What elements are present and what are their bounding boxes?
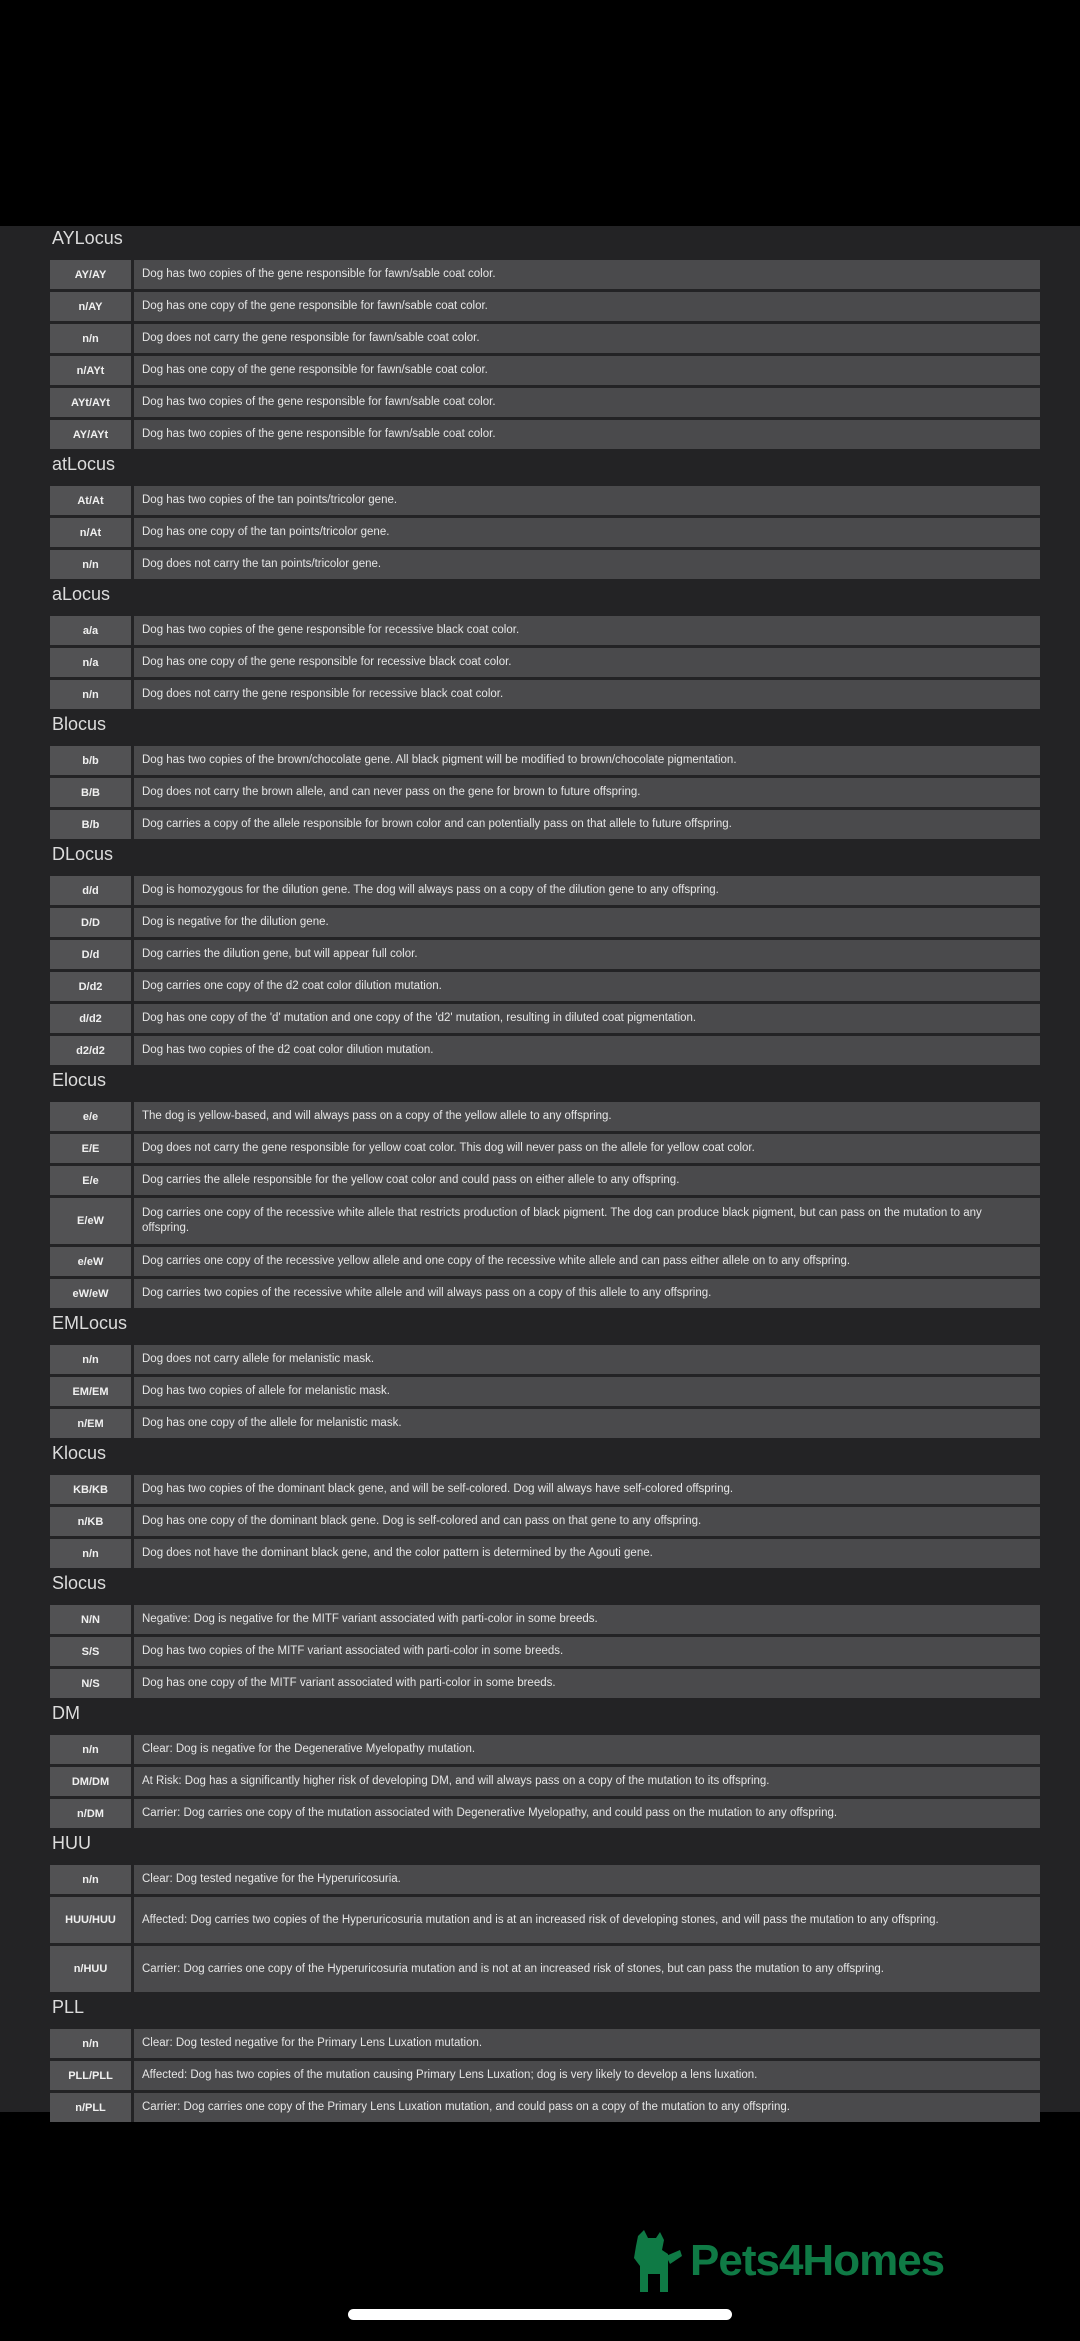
- table-row: [50, 778, 1040, 807]
- genotype-description: Dog has two copies of the gene responsible for recessive black coat color.: [142, 624, 520, 636]
- table-row: [50, 1897, 1040, 1943]
- genotype-description: Dog carries one copy of the recessive yellow allele and one copy of the recessive white allele and can pass either allele on to any offspring.: [142, 1255, 851, 1267]
- genotype-description: Dog does not carry the gene responsible for fawn/sable coat color.: [142, 332, 480, 344]
- genotype-description: Clear: Dog tested negative for the Primary Lens Luxation mutation.: [142, 2037, 483, 2049]
- section-title: atLocus: [52, 454, 116, 474]
- genotype-description: Dog carries one copy of the d2 coat color dilution mutation.: [142, 980, 442, 992]
- table-row: [50, 1134, 1040, 1163]
- genotype-description: Dog has one copy of the gene responsible for fawn/sable coat color.: [142, 300, 488, 312]
- genotype-description: Dog has one copy of the MITF variant associated with parti-color in some breeds.: [142, 1677, 556, 1689]
- genotype-description: Dog does not have the dominant black gene, and the color pattern is determined by the Agouti gene.: [142, 1547, 653, 1559]
- home-indicator[interactable]: [348, 2309, 732, 2320]
- genotype-code: N/S: [50, 1669, 134, 1698]
- section-title: HUU: [52, 1833, 91, 1853]
- table-row: [50, 486, 1040, 515]
- genotype-code: KB/KB: [50, 1475, 134, 1504]
- table-row: [50, 1637, 1040, 1666]
- table-row: [50, 1767, 1040, 1796]
- genotype-code: E/eW: [50, 1198, 134, 1244]
- genotype-description: Dog has one copy of the allele for melanistic mask.: [142, 1417, 402, 1429]
- genotype-description: Dog has one copy of the 'd' mutation and one copy of the 'd2' mutation, resulting in diluted coat pigmentation.: [142, 1012, 697, 1024]
- genotype-description: Clear: Dog is negative for the Degenerative Myelopathy mutation.: [142, 1743, 476, 1755]
- genotype-description: Dog carries the allele responsible for the yellow coat color and could pass on either allele to any offspring.: [142, 1174, 680, 1186]
- genotype-description: Dog is negative for the dilution gene.: [142, 916, 329, 928]
- genotype-code: n/AY: [50, 292, 134, 321]
- genotype-description: Dog has two copies of the tan points/tricolor gene.: [142, 494, 398, 506]
- genotype-code: At/At: [50, 486, 134, 515]
- genotype-description: Dog has two copies of the dominant black gene, and will be self-colored. Dog will always have self-colored offspring.: [142, 1483, 734, 1495]
- table-row: [50, 1198, 1040, 1244]
- genotype-description: Carrier: Dog carries one copy of the Hyperuricosuria mutation and is not at an increased risk of stones, but can pass the mutation to any offspring.: [142, 1962, 884, 1975]
- genotype-description: Dog has two copies of the d2 coat color dilution mutation.: [142, 1044, 434, 1056]
- genotype-description: Dog has one copy of the tan points/tricolor gene.: [142, 526, 390, 538]
- genotype-description: Dog does not carry the brown allele, and can never pass on the gene for brown to future offspring.: [142, 786, 641, 798]
- genotype-code: e/eW: [50, 1247, 134, 1276]
- table-row: [50, 940, 1040, 969]
- genotype-description: Dog carries the dilution gene, but will appear full color.: [142, 948, 418, 960]
- genotype-code: n/n: [50, 1345, 134, 1374]
- section-title: DLocus: [52, 844, 114, 864]
- genotype-description: Dog has one copy of the dominant black gene. Dog is self-colored and can pass on that gene to any offspring.: [142, 1515, 702, 1527]
- genotype-code: EM/EM: [50, 1377, 134, 1406]
- table-row: [50, 1475, 1040, 1504]
- genotype-description: Clear: Dog tested negative for the Hyperuricosuria.: [142, 1873, 401, 1885]
- section-title: Klocus: [52, 1443, 107, 1463]
- section-title: EMLocus: [52, 1313, 128, 1333]
- table-row: [50, 2061, 1040, 2090]
- table-row: [50, 648, 1040, 677]
- table-row: [50, 420, 1040, 449]
- section-title: AYLocus: [52, 228, 123, 248]
- genotype-code: D/D: [50, 908, 134, 937]
- genotype-description: Dog carries a copy of the allele responsible for brown color and can potentially pass on that allele to future offspring.: [142, 818, 732, 830]
- table-row: [50, 1247, 1040, 1276]
- table-row: [50, 908, 1040, 937]
- table-row: [50, 1669, 1040, 1698]
- table-row: [50, 1377, 1040, 1406]
- genotype-code: n/At: [50, 518, 134, 547]
- table-row: [50, 1166, 1040, 1195]
- genotype-description: Dog does not carry the tan points/tricolor gene.: [142, 558, 382, 570]
- table-row: [50, 550, 1040, 579]
- genotype-description: Dog does not carry allele for melanistic mask.: [142, 1353, 375, 1365]
- table-row: [50, 1409, 1040, 1438]
- table-row: [50, 616, 1040, 645]
- table-row: [50, 324, 1040, 353]
- genotype-description: Dog carries one copy of the recessive white allele that restricts production of black pigment. The dog can produce black pigment, but can pass on the mutation to any offspring.: [142, 1207, 982, 1234]
- section-title: Blocus: [52, 714, 107, 734]
- genotype-code: E/E: [50, 1134, 134, 1163]
- genotype-code: n/KB: [50, 1507, 134, 1536]
- brand-name: Pets4Homes: [690, 2236, 945, 2285]
- genotype-description: Dog has one copy of the gene responsible for recessive black coat color.: [142, 656, 512, 668]
- genotype-description: Dog has two copies of the brown/chocolate gene. All black pigment will be modified to brown/chocolate pigmentation.: [142, 754, 737, 766]
- genotype-code: AYt/AYt: [50, 388, 134, 417]
- genotype-code: n/n: [50, 550, 134, 579]
- table-row: [50, 1507, 1040, 1536]
- genotype-code: N/N: [50, 1605, 134, 1634]
- genotype-code: n/n: [50, 324, 134, 353]
- table-row: [50, 746, 1040, 775]
- genotype-description: Dog has two copies of allele for melanistic mask.: [142, 1385, 390, 1397]
- genotype-code: B/b: [50, 810, 134, 839]
- genotype-description: Dog is homozygous for the dilution gene. The dog will always pass on a copy of the dilution gene to any offspring.: [142, 884, 719, 896]
- table-row: [50, 356, 1040, 385]
- section-title: Slocus: [52, 1573, 107, 1593]
- genotype-description: Affected: Dog has two copies of the mutation causing Primary Lens Luxation; dog is very likely to develop a lens luxation.: [142, 2069, 758, 2081]
- genotype-code: d/d2: [50, 1004, 134, 1033]
- table-row: [50, 1102, 1040, 1131]
- table-row: [50, 1865, 1040, 1894]
- genotype-description: Dog has two copies of the MITF variant associated with parti-color in some breeds.: [142, 1645, 564, 1657]
- table-row: [50, 2029, 1040, 2058]
- genotype-description: At Risk: Dog has a significantly higher risk of developing DM, and will always pass on a copy of the mutation to its offspring.: [142, 1775, 770, 1787]
- genotype-code: b/b: [50, 746, 134, 775]
- table-row: [50, 292, 1040, 321]
- genotype-code: e/e: [50, 1102, 134, 1131]
- section-title: PLL: [52, 1997, 85, 2017]
- genotype-code: E/e: [50, 1166, 134, 1195]
- section-title: Elocus: [52, 1070, 107, 1090]
- table-row: [50, 1004, 1040, 1033]
- genotype-description: Affected: Dog carries two copies of the Hyperuricosuria mutation and is at an increased risk of developing stones, and will pass the mutation to any offspring.: [142, 1913, 939, 1926]
- genotype-code: d2/d2: [50, 1036, 134, 1065]
- table-row: [50, 1799, 1040, 1828]
- genotype-description: The dog is yellow-based, and will always pass on a copy of the yellow allele to any offspring.: [142, 1110, 612, 1122]
- genotype-code: d/d: [50, 876, 134, 905]
- genotype-description: Negative: Dog is negative for the MITF variant associated with parti-color in some breeds.: [142, 1613, 598, 1625]
- table-row: [50, 1279, 1040, 1308]
- genotype-code: AY/AY: [50, 260, 134, 289]
- genotype-description: Dog has one copy of the gene responsible for fawn/sable coat color.: [142, 364, 488, 376]
- genotype-code: n/n: [50, 1539, 134, 1568]
- genotype-code: D/d: [50, 940, 134, 969]
- genotype-code: n/AYt: [50, 356, 134, 385]
- section-title: aLocus: [52, 584, 111, 604]
- genotype-code: n/HUU: [50, 1946, 134, 1992]
- genotype-code: n/n: [50, 1735, 134, 1764]
- genotype-code: B/B: [50, 778, 134, 807]
- genotype-description: Dog carries two copies of the recessive white allele and will always pass on a copy of this allele to any offspring.: [142, 1287, 712, 1299]
- watermark-logo: [628, 2228, 944, 2294]
- genotype-code: DM/DM: [50, 1767, 134, 1796]
- genotype-description: Dog does not carry the gene responsible for recessive black coat color.: [142, 688, 504, 700]
- table-row: [50, 810, 1040, 839]
- genotype-code: D/d2: [50, 972, 134, 1001]
- table-row: [50, 1735, 1040, 1764]
- table-row: [50, 388, 1040, 417]
- genotype-code: AY/AYt: [50, 420, 134, 449]
- genotype-code: a/a: [50, 616, 134, 645]
- table-row: [50, 1605, 1040, 1634]
- dog-silhouette-icon: [628, 2228, 690, 2294]
- genotype-code: HUU/HUU: [50, 1897, 134, 1943]
- table-row: [50, 518, 1040, 547]
- genotype-description: Carrier: Dog carries one copy of the mutation associated with Degenerative Myelopathy, and could pass on the mutation to any offspring.: [142, 1807, 838, 1819]
- table-row: [50, 260, 1040, 289]
- table-row: [50, 2093, 1040, 2122]
- table-row: [50, 876, 1040, 905]
- genotype-code: eW/eW: [50, 1279, 134, 1308]
- genotype-code: n/PLL: [50, 2093, 134, 2122]
- genotype-code: n/n: [50, 680, 134, 709]
- genotype-code: n/EM: [50, 1409, 134, 1438]
- genotype-code: S/S: [50, 1637, 134, 1666]
- table-row: [50, 1345, 1040, 1374]
- table-row: [50, 1946, 1040, 1992]
- genotype-code: n/n: [50, 1865, 134, 1894]
- genotype-description: Dog has two copies of the gene responsible for fawn/sable coat color.: [142, 268, 496, 280]
- genotype-description: Dog does not carry the gene responsible for yellow coat color. This dog will never pass on the allele for yellow coat color.: [142, 1142, 755, 1154]
- genotype-code: n/a: [50, 648, 134, 677]
- genotype-code: n/n: [50, 2029, 134, 2058]
- table-row: [50, 1036, 1040, 1065]
- locus-table: [0, 226, 1080, 2112]
- genotype-code: PLL/PLL: [50, 2061, 134, 2090]
- table-row: [50, 972, 1040, 1001]
- table-row: [50, 680, 1040, 709]
- table-row: [50, 1539, 1040, 1568]
- genotype-code: n/DM: [50, 1799, 134, 1828]
- section-title: DM: [52, 1703, 80, 1723]
- genotype-description: Dog has two copies of the gene responsible for fawn/sable coat color.: [142, 396, 496, 408]
- genotype-description: Dog has two copies of the gene responsible for fawn/sable coat color.: [142, 428, 496, 440]
- genetics-results-panel: [0, 226, 1080, 2112]
- genotype-description: Carrier: Dog carries one copy of the Primary Lens Luxation mutation, and could pass on a copy of the mutation to any offspring.: [142, 2101, 790, 2113]
